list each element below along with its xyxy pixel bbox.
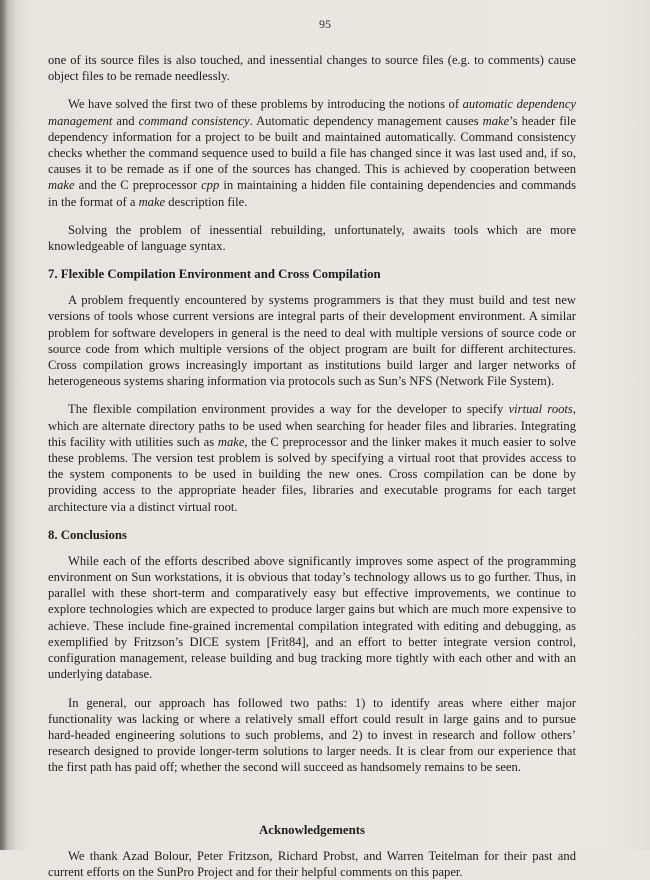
- acknowledgements-text: We thank Azad Bolour, Peter Fritzson, Richard Probst, and Warren Teitelman for their past and current efforts on the SunPro Project and for their helpful comments on this paper.: [48, 848, 576, 879]
- section-7-heading: 7. Flexible Compilation Environment and Cross Compilation: [48, 267, 381, 282]
- section-8-paragraph-1: While each of the efforts described above significantly improves some aspect of the programming environment on Sun workstations, it is obvious that today’s technology allows us to go further. Thus, in parallel with these short-term and comparatively easy but effective improvements, we continue to explore technologies which are expected to produce larger gains but which are much more expensive to achieve. These include fine-grained incremental compilation integrated with editing and debugging, as exemplified by Fritzson’s DICE system [Frit84], and an effort to better integrate version control, configuration management, release building and bug tracking more tightly with each other and with an underlying database.: [48, 553, 576, 682]
- binding-shadow: [0, 0, 8, 850]
- section-8-paragraph-2: In general, our approach has followed two paths: 1) to identify areas where either major functionality was lacking or where a relatively small effort could result in large gains and to pursue hard-headed engineering solutions to such problems, and 2) to invest in research and follow others’ research designed to provide longer-term solutions to larger needs. It is clear from our experience that the first path has paid off; whether the second will succeed as handsomely remains to be seen.: [48, 695, 576, 775]
- section-7-paragraph-1: A problem frequently encountered by systems programmers is that they must build and test new versions of tools whose current versions are integral parts of their development environment. A similar problem for software developers in general is the need to deal with multiple versions of source code or source code from which multiple versions of the object program are built for different architectures. Cross compilation grows increasingly important as institutions build larger and larger networks of heterogeneous systems sharing information via protocols such as Sun’s NFS (Network File System).: [48, 293, 576, 389]
- paragraph-continuation: one of its source files is also touched, and inessential changes to source files (e.g. to comments) cause object files to be remade needlessly.: [48, 53, 576, 84]
- section-7-paragraph-2: The flexible compilation environment provides a way for the developer to specify virtual roots, which are alternate directory paths to be used when searching for header files and libraries. Integrating this facility with utilities such as make, the C preprocessor and the linker makes it much easier to solve these problems. The version test problem is solved by specifying a virtual root that provides access to the system components to be used in building the new ones. Cross compilation can be done by providing access to the appropriate header files, libraries and executable programs for each target architecture via a distinct virtual root.: [48, 402, 576, 514]
- paragraph-dependency-management: We have solved the first two of these problems by introducing the notions of automatic dependency management and command consistency. Automatic dependency management causes make’s header file dependency information for a project to be built and maintained automatically. Command consistency checks whether the command sequence used to build a file has changed since it was last used and, if so, causes it to be remade as if one of the sources has changed. This is achieved by cooperation between make and the C preprocessor cpp in maintaining a hidden file containing dependencies and commands in the format of a make description file.: [48, 97, 577, 209]
- page-number: 95: [319, 17, 331, 31]
- body-text: [48, 52, 576, 880]
- section-8-heading: 8. Conclusions: [48, 527, 127, 542]
- acknowledgements-heading: Acknowledgements: [259, 822, 365, 837]
- paragraph-inessential-rebuilding: Solving the problem of inessential rebuilding, unfortunately, awaits tools which are more knowledgeable of language syntax.: [48, 222, 576, 254]
